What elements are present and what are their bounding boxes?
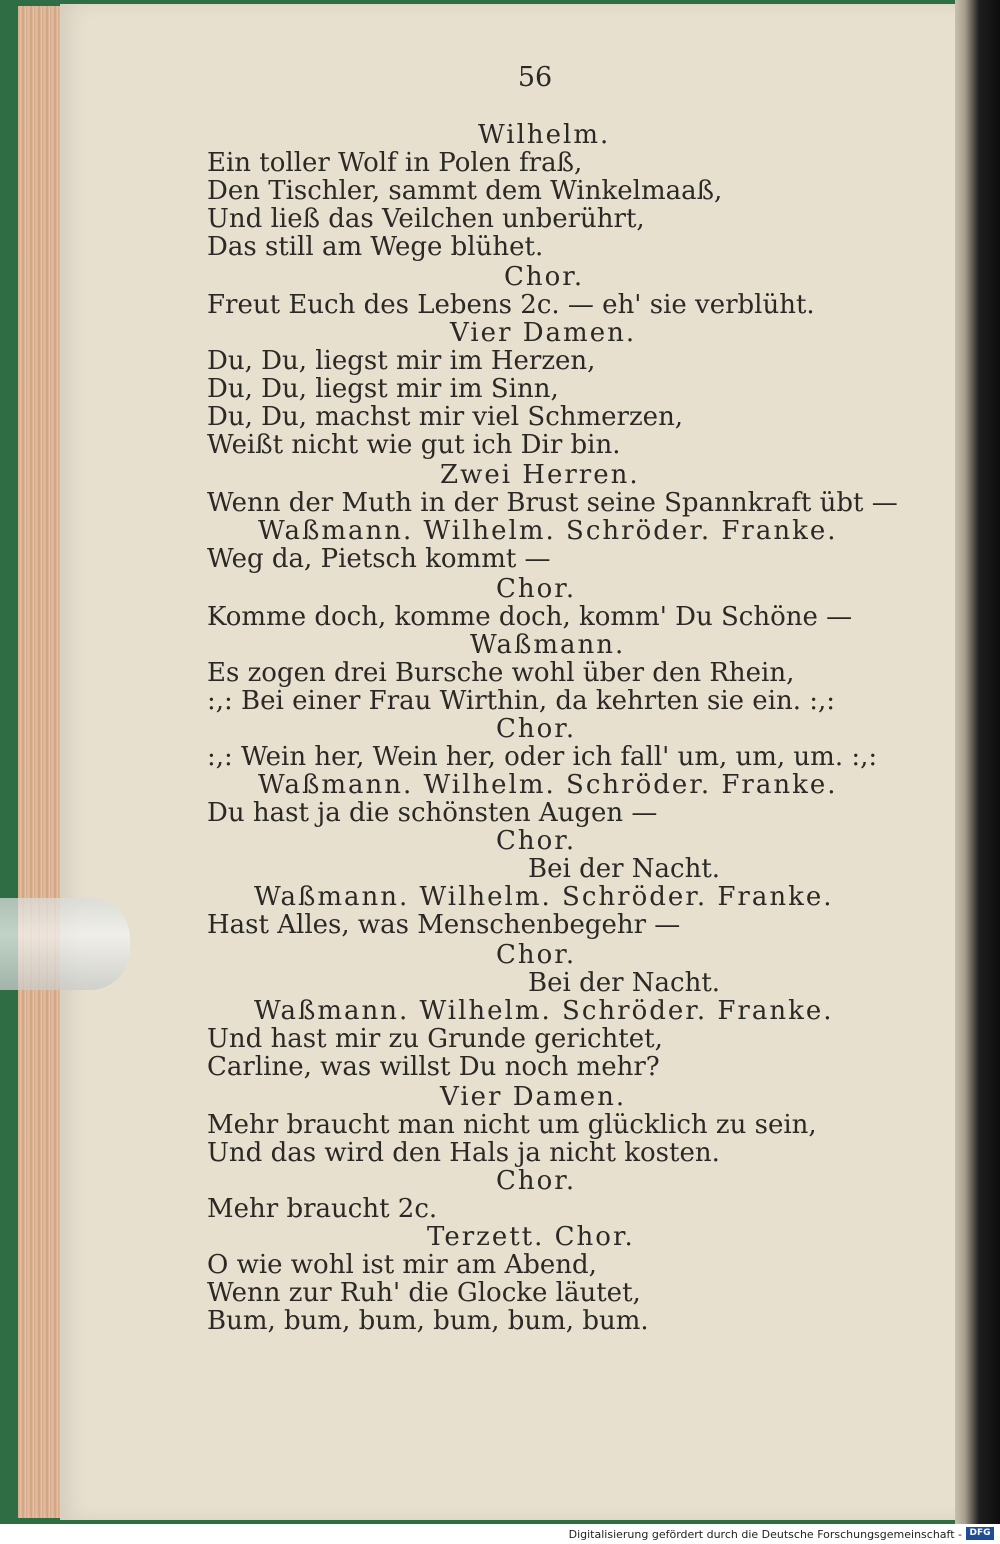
verse-line: Du, Du, liegst mir im Sinn,: [207, 374, 559, 404]
speaker-label: Chor.: [496, 574, 577, 604]
speaker-label: Chor.: [496, 940, 577, 970]
speaker-label: Terzett. Chor.: [427, 1222, 635, 1252]
verse-line: Und das wird den Hals ja nicht kosten.: [207, 1138, 720, 1168]
verse-line: Den Tischler, sammt dem Winkelmaaß,: [207, 176, 723, 206]
verse-line: Bei der Nacht.: [528, 854, 721, 884]
verse-line: Du, Du, liegst mir im Herzen,: [207, 346, 596, 376]
speaker-label: Chor.: [504, 262, 585, 292]
verse-line: Es zogen drei Bursche wohl über den Rhein,: [207, 658, 795, 688]
dfg-logo: DFG: [966, 1527, 994, 1540]
speaker-label: Waßmann. Wilhelm. Schröder. Franke.: [258, 516, 838, 546]
verse-line: :,: Wein her, Wein her, oder ich fall' um, um, um. :,:: [207, 742, 878, 772]
verse-line: O wie wohl ist mir am Abend,: [207, 1250, 597, 1280]
speaker-label: Waßmann. Wilhelm. Schröder. Franke.: [258, 770, 838, 800]
verse-line: Bum, bum, bum, bum, bum, bum.: [207, 1306, 649, 1336]
speaker-label: Vier Damen.: [440, 1082, 627, 1112]
verse-line: Und hast mir zu Grunde gerichtet,: [207, 1024, 663, 1054]
speaker-label: Vier Damen.: [450, 318, 637, 348]
verse-line: Bei der Nacht.: [528, 968, 721, 998]
speaker-label: Zwei Herren.: [440, 460, 640, 490]
verse-line: Mehr braucht 2c.: [207, 1194, 438, 1224]
verse-line: Du hast ja die schönsten Augen —: [207, 798, 658, 828]
verse-line: Ein toller Wolf in Polen fraß,: [207, 148, 583, 178]
speaker-label: Chor.: [496, 826, 577, 856]
verse-line: Komme doch, komme doch, komm' Du Schöne —: [207, 602, 853, 632]
verse-line: Freut Euch des Lebens 2c. — eh' sie verblüht.: [207, 290, 815, 320]
page-clip: [0, 898, 130, 990]
facing-page-edge: [955, 0, 1000, 1524]
verse-line: Wenn der Muth in der Brust seine Spannkraft übt —: [207, 488, 898, 518]
page-number: 56: [517, 62, 553, 93]
funding-notice: Digitalisierung gefördert durch die Deutsche Forschungsgemeinschaft -: [568, 1528, 962, 1541]
speaker-label: Waßmann. Wilhelm. Schröder. Franke.: [254, 882, 834, 912]
verse-line: Du, Du, machst mir viel Schmerzen,: [207, 402, 684, 432]
speaker-label: Waßmann.: [470, 630, 626, 660]
speaker-label: Wilhelm.: [478, 120, 611, 150]
speaker-label: Waßmann. Wilhelm. Schröder. Franke.: [254, 996, 834, 1026]
verse-line: Mehr braucht man nicht um glücklich zu sein,: [207, 1110, 817, 1140]
speaker-label: Chor.: [496, 714, 577, 744]
verse-line: Und ließ das Veilchen unberührt,: [207, 204, 645, 234]
verse-line: Hast Alles, was Menschenbegehr —: [207, 910, 681, 940]
verse-line: Das still am Wege blühet.: [207, 232, 544, 262]
verse-line: Weg da, Pietsch kommt —: [207, 544, 551, 574]
speaker-label: Chor.: [496, 1166, 577, 1196]
verse-line: :,: Bei einer Frau Wirthin, da kehrten sie ein. :,:: [207, 686, 836, 716]
footer-bar: [0, 1524, 1000, 1544]
verse-line: Weißt nicht wie gut ich Dir bin.: [207, 430, 621, 460]
verse-line: Carline, was willst Du noch mehr?: [207, 1052, 660, 1082]
verse-line: Wenn zur Ruh' die Glocke läutet,: [207, 1278, 641, 1308]
